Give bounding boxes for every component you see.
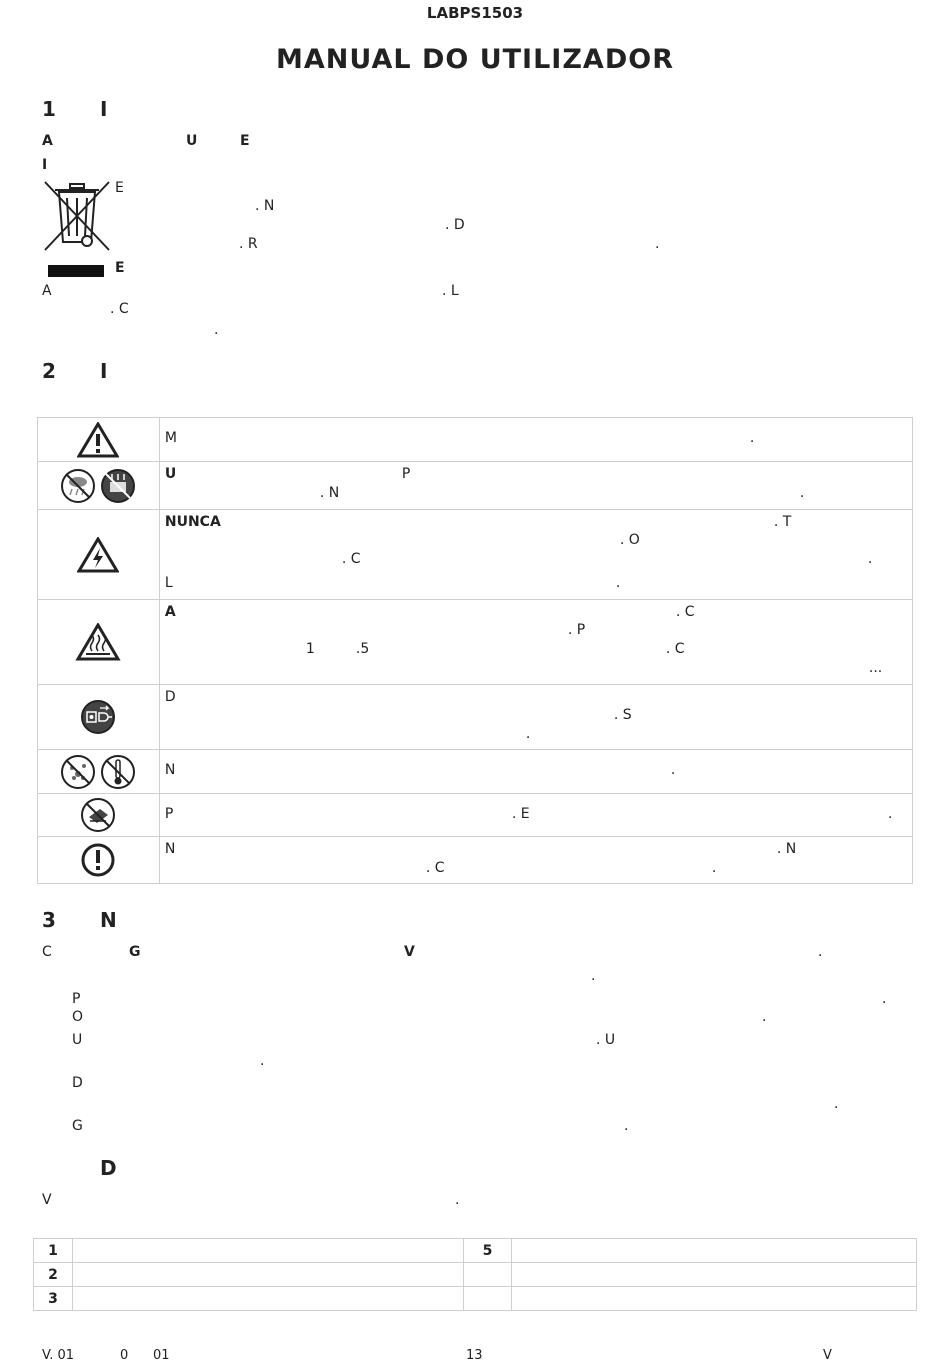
safety-row-icon-cell <box>38 750 160 794</box>
safety-text: . C <box>341 551 361 567</box>
s1-para-3: . C <box>110 301 129 317</box>
s3-item-4-letter: D <box>72 1075 83 1091</box>
electric-shock-icon <box>77 537 119 573</box>
footer-date-a: 0 <box>120 1348 129 1363</box>
safety-text: . C <box>675 604 695 620</box>
s3-item-5-end: . <box>624 1118 629 1134</box>
no-rain-no-water-icon <box>60 468 136 504</box>
safety-row-icon-cell <box>38 600 160 685</box>
parts-label <box>512 1287 917 1311</box>
s3-intro-1: C <box>42 944 52 960</box>
s1-weee-2: . N <box>255 198 275 214</box>
s1-weee-5: . <box>655 236 660 252</box>
hot-surface-icon <box>75 623 121 661</box>
safety-text: . <box>525 726 531 742</box>
black-bar-mark <box>48 265 104 277</box>
s3-item-3-end: . <box>260 1053 265 1069</box>
parts-row <box>34 1287 917 1311</box>
safety-row-text-cell <box>159 794 912 837</box>
safety-text: NUNCA <box>164 514 221 530</box>
section-3-number: 3 <box>42 908 56 932</box>
section-2-heading: I <box>100 359 108 383</box>
safety-row-1 <box>38 418 913 462</box>
safety-text: . T <box>773 514 792 530</box>
safety-text: . <box>799 485 805 501</box>
s3-item-1-end: . <box>882 991 887 1007</box>
s1-line-a-2: U <box>186 133 198 149</box>
s3-item-3-letter: U <box>72 1032 83 1048</box>
parts-row <box>34 1239 917 1263</box>
unplug-icon <box>80 699 116 735</box>
safety-text: .5 <box>355 641 370 657</box>
parts-number: 5 <box>464 1239 512 1263</box>
crossed-out-bin-icon <box>43 180 111 252</box>
safety-row-text-cell <box>159 685 912 750</box>
safety-text: . C <box>665 641 685 657</box>
parts-table <box>33 1238 917 1311</box>
safety-row-text-cell <box>159 750 912 794</box>
s1-line-a-3: E <box>240 133 250 149</box>
safety-row-text-cell <box>159 418 912 462</box>
s3-item-3-mid: . U <box>596 1032 616 1048</box>
safety-text: . N <box>319 485 340 501</box>
safety-row-text-cell <box>159 600 912 685</box>
parts-label <box>512 1263 917 1287</box>
model-number: LABPS1503 <box>426 4 524 22</box>
parts-number: 2 <box>34 1263 73 1287</box>
safety-row-icon-cell <box>38 418 160 462</box>
s1-line-a-1: A <box>42 133 53 149</box>
safety-row-icon-cell <box>38 462 160 510</box>
safety-text: . <box>887 806 893 822</box>
safety-row-7 <box>38 794 913 837</box>
page-title: MANUAL DO UTILIZADOR <box>276 44 674 75</box>
safety-text: . P <box>567 622 586 638</box>
safety-row-8 <box>38 837 913 884</box>
s1-weee-1: E <box>115 180 124 196</box>
safety-text: A <box>164 604 176 620</box>
s3-intro-5: . <box>591 968 596 984</box>
safety-row-text-cell <box>159 837 912 884</box>
safety-row-5 <box>38 685 913 750</box>
s3-intro-3: V <box>404 944 415 960</box>
s3-item-5-letter: G <box>72 1118 83 1134</box>
parts-label <box>512 1239 917 1263</box>
safety-text: ... <box>868 660 883 676</box>
s1-para-1: A <box>42 283 52 299</box>
parts-number: 1 <box>34 1239 73 1263</box>
s3-intro-2: G <box>129 944 141 960</box>
safety-row-icon-cell <box>38 794 160 837</box>
safety-text: . N <box>776 841 797 857</box>
s3-intro-4: . <box>818 944 823 960</box>
s4-intro-2: . <box>455 1192 460 1208</box>
safety-row-2 <box>38 462 913 510</box>
warning-triangle-icon <box>77 422 119 458</box>
s3-item-2-end: . <box>762 1009 767 1025</box>
safety-row-3 <box>38 510 913 600</box>
safety-text: . E <box>511 806 530 822</box>
safety-text: D <box>164 689 176 705</box>
safety-text: P <box>164 806 174 822</box>
parts-number <box>464 1287 512 1311</box>
exclamation-circle-icon <box>80 842 116 878</box>
s3-item-4-end: . <box>834 1096 839 1112</box>
s1-e-label: E <box>115 260 125 276</box>
safety-text: U <box>164 466 177 482</box>
safety-text: N <box>164 762 176 778</box>
footer-right: V <box>823 1348 832 1363</box>
safety-text: . <box>711 860 717 876</box>
safety-text: . O <box>619 532 640 548</box>
safety-row-6 <box>38 750 913 794</box>
safety-text: . C <box>425 860 445 876</box>
footer-page-number: 13 <box>466 1348 483 1363</box>
parts-row <box>34 1263 917 1287</box>
safety-table <box>37 417 913 884</box>
safety-row-icon-cell <box>38 510 160 600</box>
safety-text: 1 <box>305 641 315 657</box>
safety-text: . <box>615 575 621 591</box>
section-3-heading: N <box>100 908 117 932</box>
no-cover-icon <box>80 797 116 833</box>
section-4-heading: D <box>100 1156 117 1180</box>
safety-row-text-cell <box>159 462 912 510</box>
safety-text: N <box>164 841 176 857</box>
safety-row-text-cell <box>159 510 912 600</box>
s1-para-4: . <box>214 322 219 338</box>
safety-row-icon-cell <box>38 837 160 884</box>
safety-row-icon-cell <box>38 685 160 750</box>
section-1-number: 1 <box>42 97 56 121</box>
s1-weee-4: . R <box>239 236 258 252</box>
parts-label <box>73 1287 464 1311</box>
parts-label <box>73 1263 464 1287</box>
s1-line-i: I <box>42 157 48 173</box>
safety-row-4 <box>38 600 913 685</box>
section-1-heading: I <box>100 97 108 121</box>
safety-text: M <box>164 430 177 446</box>
safety-text: . S <box>613 707 632 723</box>
safety-text: . <box>867 551 873 567</box>
parts-number <box>464 1263 512 1287</box>
safety-text: . <box>749 430 755 446</box>
s3-item-1-letter: P <box>72 991 81 1007</box>
footer-version: V. 01 <box>42 1348 75 1363</box>
safety-text: P <box>401 466 411 482</box>
s1-weee-3: . D <box>445 217 465 233</box>
footer-date-b: 01 <box>153 1348 170 1363</box>
section-2-number: 2 <box>42 359 56 383</box>
parts-number: 3 <box>34 1287 73 1311</box>
parts-label <box>73 1239 464 1263</box>
s1-para-2: . L <box>442 283 459 299</box>
safety-text: L <box>164 575 173 591</box>
no-dust-no-heat-icon <box>60 754 136 790</box>
s3-item-2-letter: O <box>72 1009 84 1025</box>
s4-intro-1: V <box>42 1192 52 1208</box>
safety-text: . <box>670 762 676 778</box>
